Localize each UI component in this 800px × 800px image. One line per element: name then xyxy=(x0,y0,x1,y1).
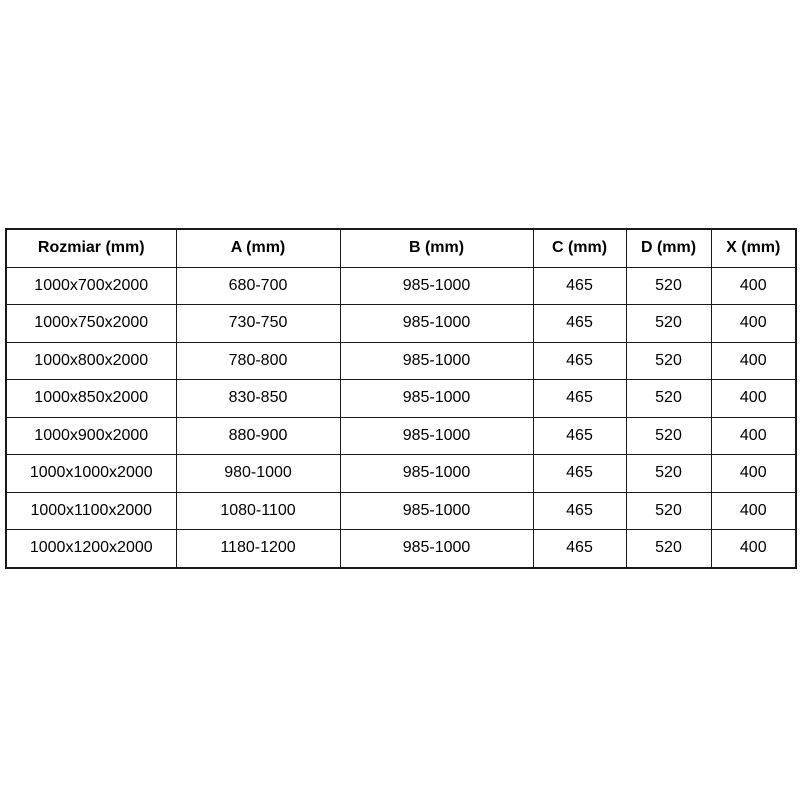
table-cell: 400 xyxy=(711,267,796,305)
table-cell: 1000x850x2000 xyxy=(6,380,176,418)
table-cell: 400 xyxy=(711,380,796,418)
table-cell: 400 xyxy=(711,455,796,493)
table-cell: 1000x1100x2000 xyxy=(6,492,176,530)
table-cell: 1080-1100 xyxy=(176,492,340,530)
table-row xyxy=(6,417,796,455)
table-cell: 520 xyxy=(626,267,711,305)
table-cell: 465 xyxy=(533,455,626,493)
table-row xyxy=(6,305,796,343)
table-cell: 520 xyxy=(626,305,711,343)
table-cell: 520 xyxy=(626,530,711,568)
table-cell: 400 xyxy=(711,342,796,380)
table-cell: 400 xyxy=(711,305,796,343)
table-cell: 465 xyxy=(533,417,626,455)
table-cell: 680-700 xyxy=(176,267,340,305)
table-cell: 465 xyxy=(533,530,626,568)
table-cell: 985-1000 xyxy=(340,305,533,343)
table-cell: 465 xyxy=(533,492,626,530)
table-cell: 1000x1200x2000 xyxy=(6,530,176,568)
table-cell: 1000x900x2000 xyxy=(6,417,176,455)
table-cell: 465 xyxy=(533,305,626,343)
table-cell: 520 xyxy=(626,455,711,493)
column-header-x: X (mm) xyxy=(711,229,796,267)
table-row xyxy=(6,267,796,305)
table-cell: 985-1000 xyxy=(340,417,533,455)
table-row xyxy=(6,455,796,493)
table-row xyxy=(6,492,796,530)
table-row xyxy=(6,380,796,418)
table-cell: 985-1000 xyxy=(340,530,533,568)
column-header-b: B (mm) xyxy=(340,229,533,267)
table-cell: 400 xyxy=(711,417,796,455)
table-cell: 830-850 xyxy=(176,380,340,418)
table-cell: 465 xyxy=(533,380,626,418)
table-row xyxy=(6,530,796,568)
column-header-a: A (mm) xyxy=(176,229,340,267)
table-cell: 730-750 xyxy=(176,305,340,343)
size-spec-table-container xyxy=(5,228,795,569)
table-cell: 985-1000 xyxy=(340,267,533,305)
column-header-c: C (mm) xyxy=(533,229,626,267)
table-cell: 520 xyxy=(626,380,711,418)
table-cell: 880-900 xyxy=(176,417,340,455)
table-cell: 1000x700x2000 xyxy=(6,267,176,305)
table-cell: 520 xyxy=(626,492,711,530)
size-spec-table xyxy=(5,228,797,569)
table-row xyxy=(6,342,796,380)
table-cell: 520 xyxy=(626,342,711,380)
header-row xyxy=(6,229,796,267)
table-cell: 465 xyxy=(533,267,626,305)
table-cell: 400 xyxy=(711,530,796,568)
table-cell: 985-1000 xyxy=(340,492,533,530)
table-cell: 1000x1000x2000 xyxy=(6,455,176,493)
table-cell: 985-1000 xyxy=(340,455,533,493)
table-cell: 520 xyxy=(626,417,711,455)
column-header-d: D (mm) xyxy=(626,229,711,267)
table-cell: 1000x800x2000 xyxy=(6,342,176,380)
table-cell: 985-1000 xyxy=(340,342,533,380)
table-cell: 780-800 xyxy=(176,342,340,380)
column-header-rozmiar: Rozmiar (mm) xyxy=(6,229,176,267)
table-cell: 985-1000 xyxy=(340,380,533,418)
table-cell: 980-1000 xyxy=(176,455,340,493)
table-cell: 465 xyxy=(533,342,626,380)
table-cell: 1000x750x2000 xyxy=(6,305,176,343)
table-cell: 1180-1200 xyxy=(176,530,340,568)
table-cell: 400 xyxy=(711,492,796,530)
